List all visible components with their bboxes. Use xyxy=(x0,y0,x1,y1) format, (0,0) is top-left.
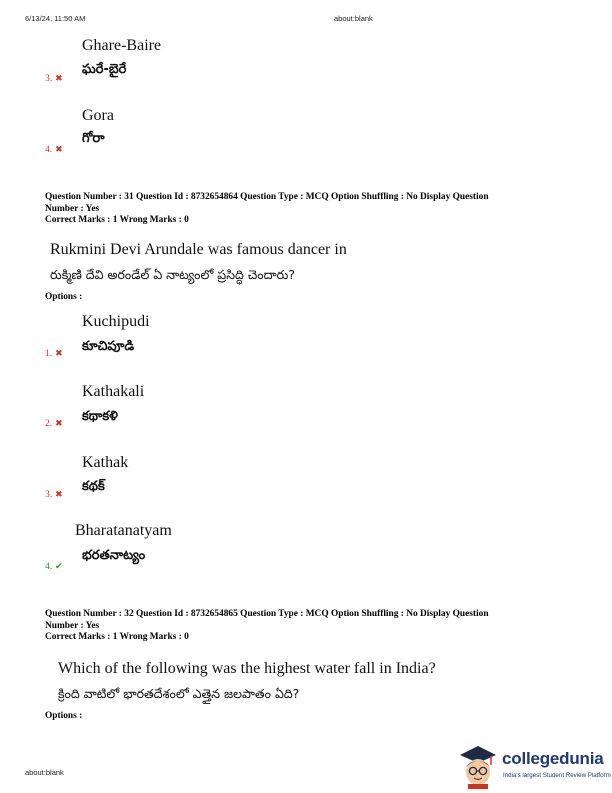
question-meta-line: Number : Yes xyxy=(45,203,100,214)
cross-icon: ✖ xyxy=(55,489,63,499)
student-mascot-icon xyxy=(458,743,500,789)
check-icon: ✔ xyxy=(55,561,63,571)
option-number: 1. ✖ xyxy=(45,348,63,359)
option-number: 4. ✔ xyxy=(45,561,63,572)
question-marks: Correct Marks : 1 Wrong Marks : 0 xyxy=(45,215,189,225)
question-meta-line: Question Number : 31 Question Id : 8732654864 Question Type : MCQ Option Shuffling : No Display Question xyxy=(45,192,489,202)
question-text-en: Which of the following was the highest water fall in India? xyxy=(58,660,436,677)
cross-icon: ✖ xyxy=(55,73,63,83)
option-en-text: Kathak xyxy=(82,454,129,471)
question-text-en: Rukmini Devi Arundale was famous dancer in xyxy=(50,241,347,258)
question-text-te: క్రింది వాటిలో భారతదేశంలో ఎత్తైన జలపాతం ఏది? xyxy=(58,686,300,701)
question-meta-line: Question Number : 32 Question Id : 8732654865 Question Type : MCQ Option Shuffling : No Display Question xyxy=(45,609,489,619)
cross-icon: ✖ xyxy=(55,144,63,154)
option-number: 4. ✖ xyxy=(45,144,63,155)
option-en-text: Bharatanatyam xyxy=(75,522,172,539)
cross-icon: ✖ xyxy=(55,348,63,358)
question-marks: Correct Marks : 1 Wrong Marks : 0 xyxy=(45,632,189,642)
question-meta xyxy=(45,192,585,227)
option-te-text: కథాకళి xyxy=(82,409,118,424)
option-te-text: ఘరే-బైరే xyxy=(82,62,127,77)
option-en-text: Kuchipudi xyxy=(82,313,150,330)
question-meta xyxy=(45,609,585,644)
option-en-text: Gora xyxy=(82,107,114,124)
option-te-text: భరతనాట్యం xyxy=(82,548,146,563)
question-text-te: రుక్మిణి దేవి అరండేల్ ఏ నాట్యంలో ప్రసిద్ధి చెందారు? xyxy=(50,267,295,282)
options-label: Options : xyxy=(45,292,83,302)
option-en-text: Kathakali xyxy=(82,383,145,400)
option-number: 3. ✖ xyxy=(45,489,63,500)
logo-wordmark: collegedunia xyxy=(502,749,604,768)
print-title: about:blank xyxy=(334,14,373,23)
option-te-text: కథక్ xyxy=(82,479,105,494)
collegedunia-logo xyxy=(458,743,612,789)
option-te-text: కూచిపూడి xyxy=(82,339,135,354)
print-datetime: 6/13/24, 11:50 AM xyxy=(25,14,86,23)
option-te-text: గోరా xyxy=(82,131,105,146)
option-number: 3. ✖ xyxy=(45,73,63,84)
print-footer-url: about:blank xyxy=(25,768,64,777)
option-number: 2. ✖ xyxy=(45,418,63,429)
question-meta-line: Number : Yes xyxy=(45,620,100,631)
cross-icon: ✖ xyxy=(55,418,63,428)
logo-tagline: India's largest Student Review Platform xyxy=(503,772,611,779)
options-label: Options : xyxy=(45,711,83,721)
option-en-text: Ghare-Baire xyxy=(82,37,162,54)
